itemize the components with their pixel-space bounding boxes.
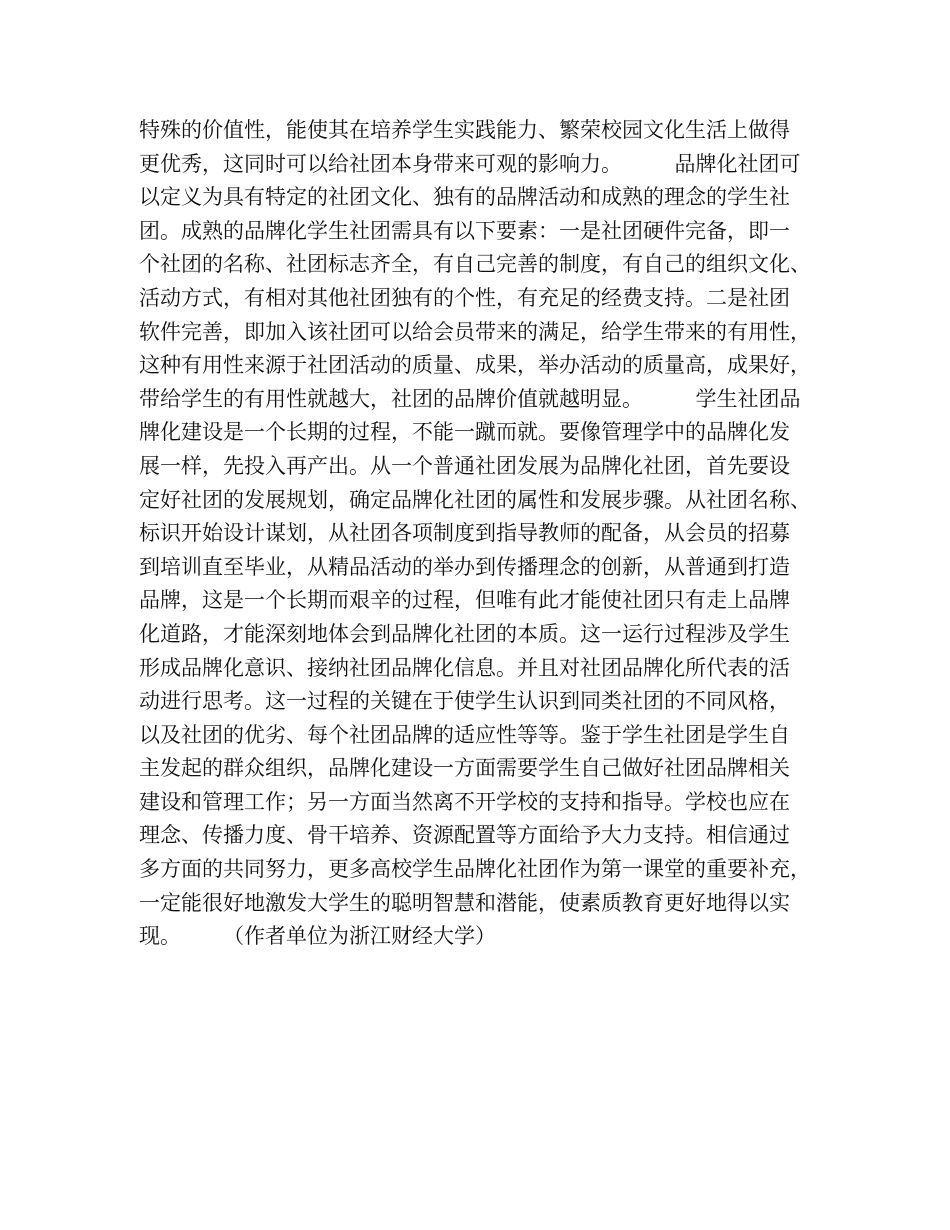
text-line: 标识开始设计谋划，从社团各项制度到指导教师的配备，从会员的招募	[139, 521, 790, 546]
text-line: 多方面的共同努力，更多高校学生品牌化社团作为第一课堂的重要补充，	[139, 857, 811, 882]
text-line: 带给学生的有用性就越大，社团的品牌价值就越明显。 学生社团品	[139, 386, 801, 411]
text-line: 形成品牌化意识、接纳社团品牌化信息。并且对社团品牌化所代表的活	[139, 655, 790, 680]
text-line: 活动方式，有相对其他社团独有的个性，有充足的经费支持。二是社团	[139, 285, 790, 310]
text-line: 更优秀，这同时可以给社团本身带来可观的影响力。 品牌化社团可	[139, 151, 801, 176]
text-line: 定好社团的发展规划，确定品牌化社团的属性和发展步骤。从社团名称、	[139, 487, 811, 512]
text-line: 动进行思考。这一过程的关键在于使学生认识到同类社团的不同风格，	[139, 689, 790, 714]
author-affiliation-line: 现。 （作者单位为浙江财经大学）	[139, 924, 496, 949]
text-line: 建设和管理工作；另一方面当然离不开学校的支持和指导。学校也应在	[139, 789, 790, 814]
text-line: 以及社团的优劣、每个社团品牌的适应性等等。鉴于学生社团是学生自	[139, 722, 790, 747]
text-line: 到培训直至毕业，从精品活动的举办到传播理念的创新，从普通到打造	[139, 554, 790, 579]
text-line: 展一样，先投入再产出。从一个普通社团发展为品牌化社团，首先要设	[139, 453, 790, 478]
text-line: 团。成熟的品牌化学生社团需具有以下要素：一是社团硬件完备，即一	[139, 218, 790, 243]
text-line: 以定义为具有特定的社团文化、独有的品牌活动和成熟的理念的学生社	[139, 185, 790, 210]
text-line: 软件完善，即加入该社团可以给会员带来的满足，给学生带来的有用性，	[139, 319, 811, 344]
text-line: 这种有用性来源于社团活动的质量、成果，举办活动的质量高，成果好，	[139, 353, 811, 378]
text-line: 牌化建设是一个长期的过程，不能一蹴而就。要像管理学中的品牌化发	[139, 420, 790, 445]
text-line: 特殊的价值性，能使其在培养学生实践能力、繁荣校园文化生活上做得	[139, 118, 790, 142]
text-line: 一定能很好地激发大学生的聪明智慧和潜能，使素质教育更好地得以实	[139, 890, 790, 915]
text-line: 主发起的群众组织，品牌化建设一方面需要学生自己做好社团品牌相关	[139, 756, 790, 781]
text-line: 化道路，才能深刻地体会到品牌化社团的本质。这一运行过程涉及学生	[139, 621, 790, 646]
text-line: 品牌，这是一个长期而艰辛的过程，但唯有此才能使社团只有走上品牌	[139, 588, 790, 613]
text-line: 个社团的名称、社团标志齐全，有自己完善的制度，有自己的组织文化、	[139, 252, 811, 277]
text-line: 理念、传播力度、骨干培养、资源配置等方面给予大力支持。相信通过	[139, 823, 790, 848]
body-text	[139, 114, 839, 954]
